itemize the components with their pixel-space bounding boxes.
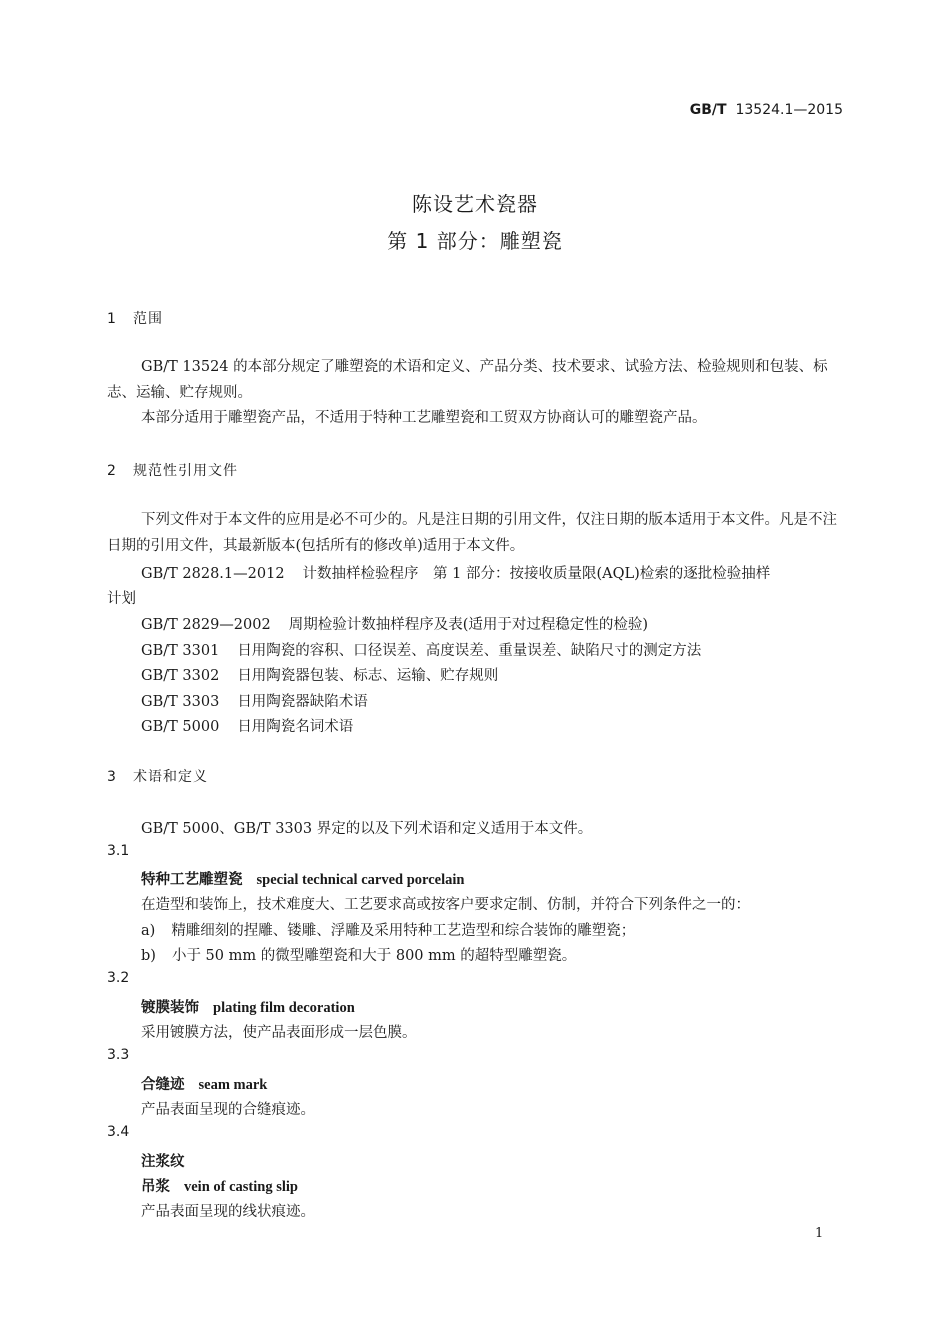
document-title: 陈设艺术瓷器 xyxy=(412,192,538,216)
reference-item xyxy=(141,639,701,660)
section-number: 1 xyxy=(107,311,117,327)
reference-title: 日用陶瓷器包装、标志、运输、贮存规则 xyxy=(237,668,499,684)
reference-title: 日用陶瓷的容积、口径误差、高度误差、重量误差、缺陷尺寸的测定方法 xyxy=(237,643,702,659)
reference-item xyxy=(141,715,353,736)
reference-code: GB/T 3301 xyxy=(141,643,220,659)
term-en: seam mark xyxy=(198,1077,268,1093)
standard-code-number: 13524.1—2015 xyxy=(735,102,843,118)
section-heading-terms xyxy=(107,766,208,786)
list-text: 精雕细刻的捏雕、镂雕、浮雕及采用特种工艺造型和综合装饰的雕塑瓷； xyxy=(171,923,636,939)
page-number: 1 xyxy=(815,1226,824,1241)
term-number: 3.2 xyxy=(107,970,130,986)
reference-continuation: 计划 xyxy=(107,591,136,607)
list-marker: b) xyxy=(141,948,156,964)
term-number: 3.1 xyxy=(107,843,130,859)
standard-code-header xyxy=(690,102,843,118)
document-subtitle: 第 1 部分：雕塑瓷 xyxy=(387,229,563,253)
term-definition: 在造型和装饰上，技术难度大、工艺要求高或按客户要求定制、仿制，并符合下列条件之一的： xyxy=(141,897,750,913)
list-text: 小于 50 mm 的微型雕塑瓷和大于 800 mm 的超特型雕塑瓷。 xyxy=(171,948,577,964)
scope-paragraph-2: 本部分适用于雕塑瓷产品，不适用于特种工艺雕塑瓷和工贸双方协商认可的雕塑瓷产品。 xyxy=(141,410,707,426)
scope-paragraph-1: GB/T 13524 的本部分规定了雕塑瓷的术语和定义、产品分类、技术要求、试验方法、检验规则和包装、标志、运输、贮存规则。 xyxy=(107,359,828,401)
reference-item xyxy=(141,690,368,711)
terms-intro: GB/T 5000、GB/T 3303 界定的以及下列术语和定义适用于本文件。 xyxy=(141,821,593,837)
reference-code: GB/T 2828.1—2012 xyxy=(141,566,285,582)
term-zh: 合缝迹 xyxy=(141,1077,185,1093)
section-heading-references xyxy=(107,460,238,480)
standard-code-prefix: GB/T xyxy=(689,102,727,118)
term-en: vein of casting slip xyxy=(184,1179,298,1195)
term-zh: 注浆纹 xyxy=(141,1154,185,1170)
reference-item xyxy=(141,562,770,583)
section-title: 规范性引用文件 xyxy=(133,463,238,479)
term-heading xyxy=(141,996,355,1017)
term-zh: 镀膜装饰 xyxy=(141,1000,199,1016)
reference-item xyxy=(141,664,498,685)
term-heading xyxy=(141,868,464,889)
term-en: plating film decoration xyxy=(213,1000,355,1016)
section-title: 范围 xyxy=(133,311,163,327)
term-zh-alt: 吊浆 xyxy=(141,1179,170,1195)
section-title: 术语和定义 xyxy=(133,769,208,785)
section-heading-scope xyxy=(107,308,163,328)
reference-code: GB/T 3302 xyxy=(141,668,220,684)
section-number: 2 xyxy=(107,463,117,479)
term-heading-alt xyxy=(141,1175,298,1196)
reference-code: GB/T 3303 xyxy=(141,694,220,710)
reference-title: 计数抽样检验程序 第 1 部分：按接收质量限(AQL)检索的逐批检验抽样 xyxy=(302,566,771,582)
list-marker: a) xyxy=(141,923,156,939)
term-en: special technical carved porcelain xyxy=(256,872,465,888)
term-definition: 产品表面呈现的合缝痕迹。 xyxy=(141,1102,315,1118)
term-heading xyxy=(141,1150,199,1171)
term-definition: 采用镀膜方法，使产品表面形成一层色膜。 xyxy=(141,1025,417,1041)
term-number: 3.4 xyxy=(107,1124,130,1140)
reference-title: 日用陶瓷器缺陷术语 xyxy=(237,694,368,710)
term-list-item xyxy=(141,919,635,940)
reference-code: GB/T 2829—2002 xyxy=(141,617,271,633)
term-definition: 产品表面呈现的线状痕迹。 xyxy=(141,1204,315,1220)
term-number: 3.3 xyxy=(107,1047,130,1063)
reference-title: 周期检验计数抽样程序及表(适用于对过程稳定性的检验) xyxy=(288,617,649,633)
term-list-item xyxy=(141,944,576,965)
reference-code: GB/T 5000 xyxy=(141,719,220,735)
reference-item xyxy=(141,613,648,634)
term-heading xyxy=(141,1073,267,1094)
references-intro: 下列文件对于本文件的应用是必不可少的。凡是注日期的引用文件，仅注日期的版本适用于本文件。凡是不注日期的引用文件，其最新版本(包括所有的修改单)适用于本文件。 xyxy=(107,512,837,554)
section-number: 3 xyxy=(107,769,117,785)
term-zh: 特种工艺雕塑瓷 xyxy=(141,872,243,888)
reference-title: 日用陶瓷名词术语 xyxy=(237,719,354,735)
